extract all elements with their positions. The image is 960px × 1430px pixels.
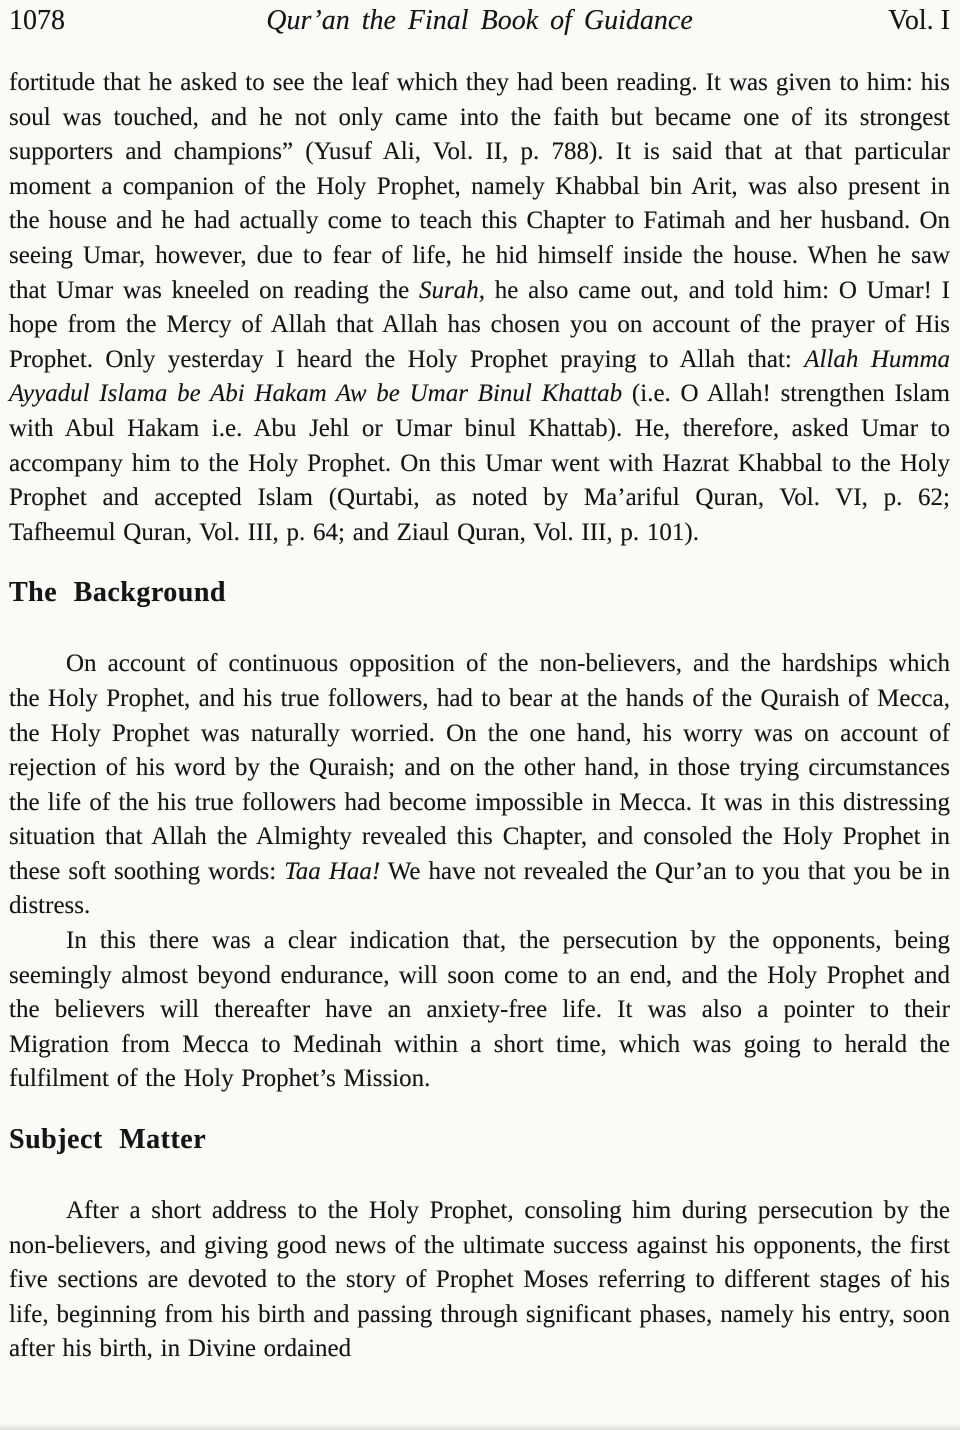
paragraph-background-2: In this there was a clear indication that, the persecution by the opponents, being seemingly almost beyond endurance, will soon come to an end, and the Holy Prophet and the believers will thereafter have an anxiety-free life. It was also a pointer to their Migration from Mecca to Medinah within a short time, which was going to herald the fulfilment of the Holy Prophet’s Mission. — [9, 927, 950, 1093]
page-header — [9, 4, 950, 38]
page-number: 1078 — [9, 5, 65, 36]
section-heading-background: The Background — [9, 577, 226, 609]
paragraph-subject-1: After a short address to the Holy Prophet, consoling him during persecution by the non-believers, and giving good news of the ultimate success against his opponents, the first five sections are devoted to the story of Prophet Moses referring to different stages of his life, beginning from his birth and passing through significant phases, namely his entry, soon after his birth, in Divine ordained — [9, 1197, 950, 1363]
volume-label: Vol. I — [888, 5, 950, 36]
section-heading-subject: Subject Matter — [9, 1124, 207, 1156]
running-title: Qur’an the Final Book of Guidance — [266, 5, 693, 36]
paragraph-continuation: fortitude that he asked to see the leaf which they had been reading. It was given to him: his soul was touched, and he not only came into the faith but became one of its strongest supporters and champions” (Yusuf Ali, Vol. II, p. 788). It is said that at that particular moment a companion of the Holy Prophet, namely Khabbal bin Arit, was also present in the house and he had actually come to teach this Chapter to Fatimah and her husband. On seeing Umar, however, due to fear of life, he hid himself inside the house. When he saw that Umar was kneeled on reading the Surah, he also came out, and told him: O Umar! I hope from the Mercy of Allah that Allah has chosen you on account of the prayer of His Prophet. Only yesterday I heard the Holy Prophet praying to Allah that: Allah Humma Ayyadul Islama be Abi Hakam Aw be Umar Binul Khattab (i.e. O Allah! strengthen Islam with Abul Hakam i.e. Abu Jehl or Umar binul Khattab). He, therefore, asked Umar to accompany him to the Holy Prophet. On this Umar went with Hazrat Khabbal to the Holy Prophet and accepted Islam (Qurtabi, as noted by Ma’ariful Quran, Vol. VI, p. 62; Tafheemul Quran, Vol. III, p. 64; and Ziaul Quran, Vol. III, p. 101). — [9, 69, 951, 546]
paragraph-background-1: On account of continuous opposition of the non-believers, and the hardships which the Holy Prophet, and his true followers, had to bear at the hands of the Quraish of Mecca, the Holy Prophet was naturally worried. On the one hand, his worry was on account of rejection of his word by the Quraish; and on the other hand, in those trying circumstances the life of the his true followers had become impossible in Mecca. It was in this distressing situation that Allah the Almighty revealed this Chapter, and consoled the Holy Prophet in these soft soothing words: Taa Haa! We have not revealed the Qur’an to you that you be in distress. — [9, 650, 950, 920]
page-body — [9, 66, 950, 1367]
